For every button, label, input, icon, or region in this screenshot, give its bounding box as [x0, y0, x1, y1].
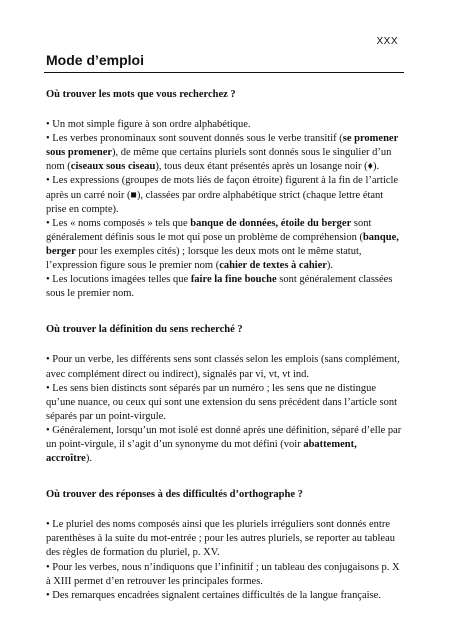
section-heading: Où trouver les mots que vous recherchez ? — [46, 89, 236, 100]
section-spelling — [46, 488, 402, 603]
bullet-item: • Pour un verbe, les différents sens sont classés selon les emplois (sans complément, avec complément direct ou indirect), signalés par vi, vt, vt ind. — [46, 354, 400, 380]
bullet-item: • Les sens bien distincts sont séparés par un numéro ; les sens que ne distingue qu’une nuance, ou ceux qui sont une extension du sens précédent dans l’article sont séparés par un point-virgule. — [46, 382, 398, 422]
bullet-item: • Pour les verbes, nous n’indiquons que l’infinitif ; un tableau des conjugaisons p. X à XIII permet d’en retrouver les principales formes. — [46, 561, 400, 587]
section-heading: Où trouver des réponses à des difficultés d’orthographe ? — [46, 489, 303, 501]
bullet-item: • Le pluriel des noms composés ainsi que les pluriels irréguliers sont donnés entre parenthèses à la suite du mot-entrée ; pour les autres pluriels, se reporter au tableau des règles de formation du pluriel, p. XV. — [46, 519, 395, 559]
bullet-item: • Généralement, lorsqu’un mot isolé est donné après une définition, séparé d’elle par un point-virgule, il s’agit d’un synonyme du mot défini (voir abattement, accroître). — [46, 424, 402, 465]
section-finding-words — [46, 88, 402, 301]
bullet-item: • Les expressions (groupes de mots liés de façon étroite) figurent à la fin de l’article après un carré noir (■), classées par ordre alphabétique strict (chaque lettre étant prise en compte). — [46, 175, 399, 215]
bullet-item: • Les locutions imagées telles que faire la fine bouche sont généralement classées sous le premier nom. — [46, 274, 393, 300]
page-number: XXX — [376, 36, 398, 47]
bullet-item: • Des remarques encadrées signalent certaines difficultés de la langue française. — [46, 589, 381, 601]
section-heading: Où trouver la définition du sens recherché ? — [46, 324, 243, 336]
page-content — [46, 88, 402, 625]
page-title: Mode d’emploi — [46, 52, 144, 68]
bullet-item: • Un mot simple figure à son ordre alphabétique. — [46, 119, 251, 131]
title-rule — [44, 72, 404, 73]
bullet-item: • Les verbes pronominaux sont souvent donnés sous le verbe transitif (se promener sous promener), de même que certains pluriels sont donnés sous le singulier d’un nom (ciseaux sous ciseau), tous deux étant présentés après un losange noir (♦). — [46, 133, 399, 173]
bullet-item: • Les « noms composés » tels que banque de données, étoile du berger sont généralement définis sous le mot qui pose un problème de compréhension (banque, berger pour les exemples cités) ; lorsque les deux mots ont le même statut, l’expression figure sous le premier nom (cahier de textes à cahier). — [46, 217, 399, 272]
section-finding-definition — [46, 323, 402, 466]
